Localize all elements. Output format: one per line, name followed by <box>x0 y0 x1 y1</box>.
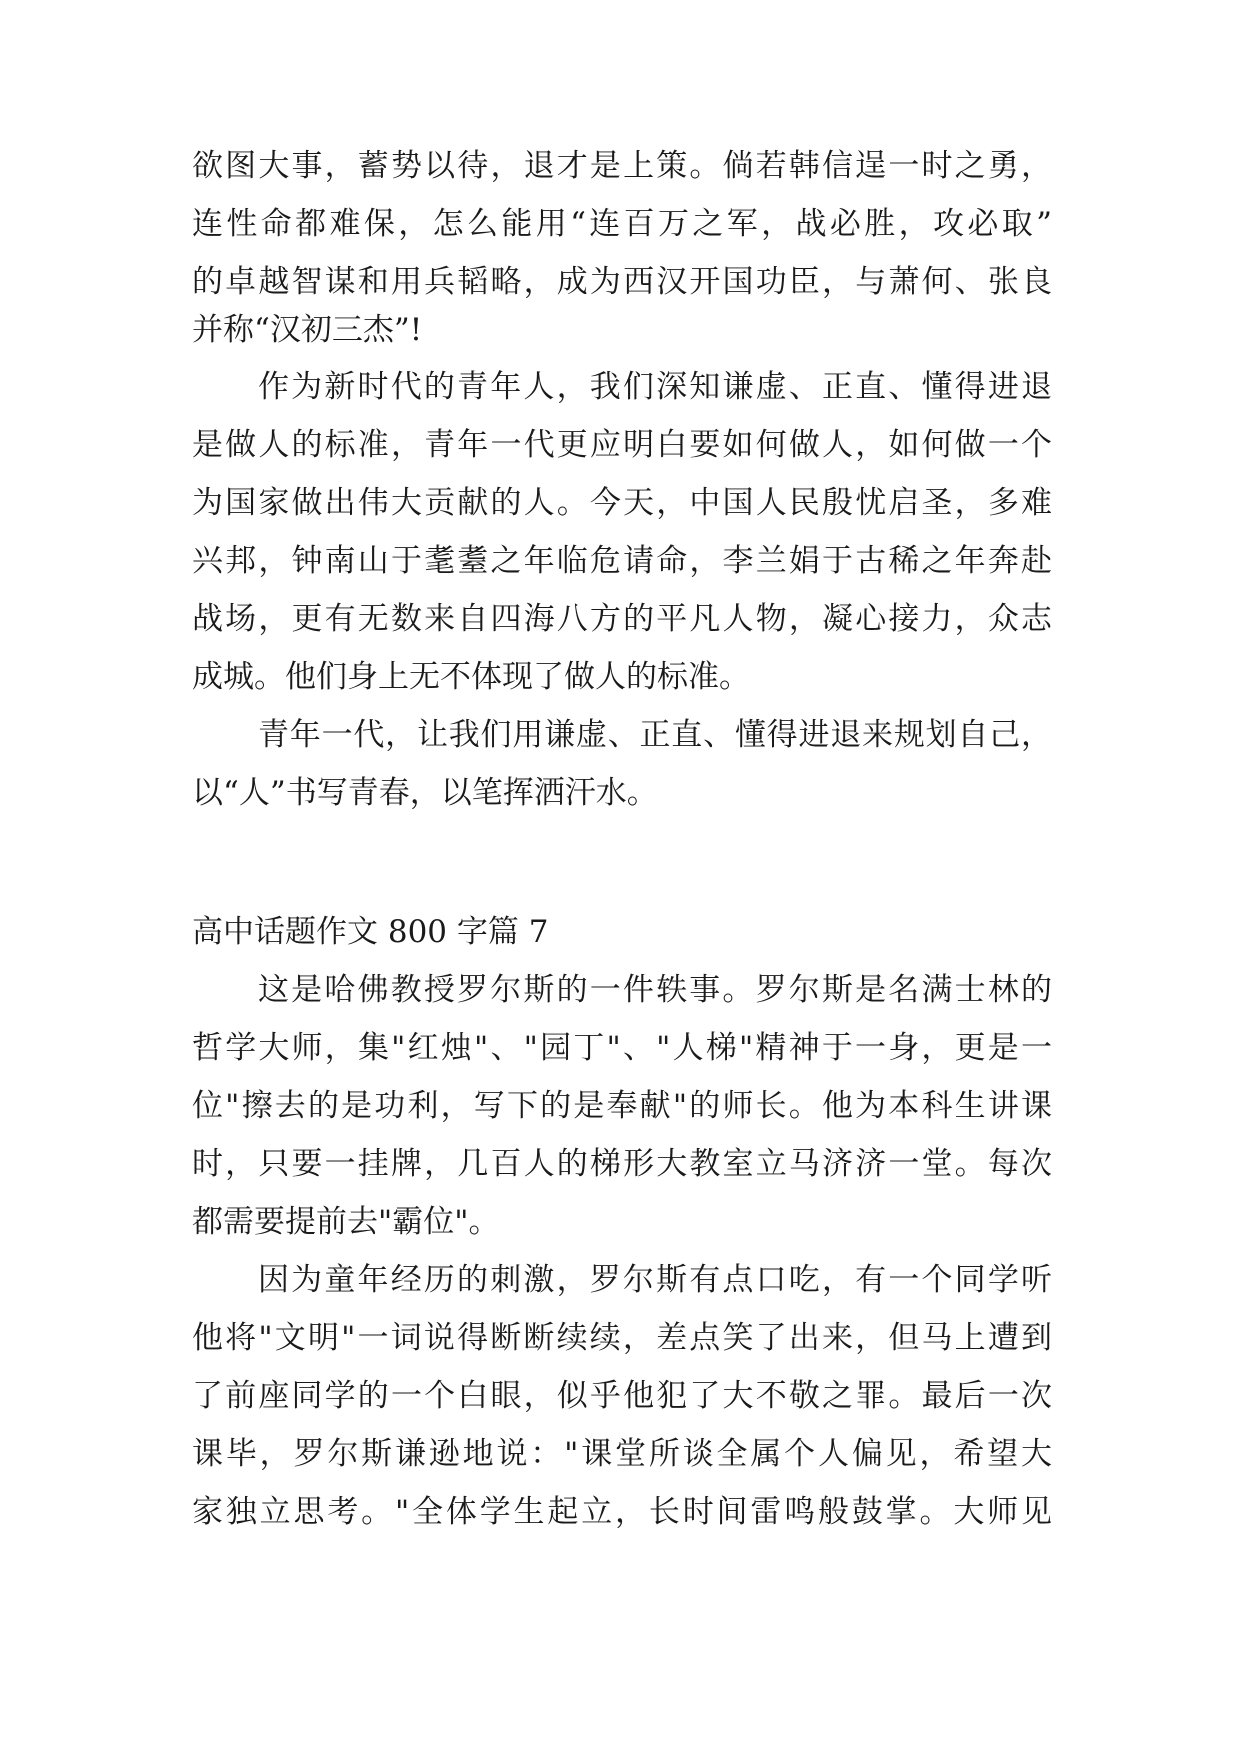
paragraph-1-line-3: 的卓越智谋和用兵韬略，成为西汉开国功臣，与萧何、张良 <box>192 264 1052 300</box>
paragraph-5-line-2: 他将"文明"一词说得断断续续，差点笑了出来，但马上遭到 <box>192 1320 1052 1356</box>
paragraph-3-line-1: 青年一代，让我们用谦虚、正直、懂得进退来规划自己， <box>258 717 1052 753</box>
paragraph-1-line-1: 欲图大事，蓄势以待，退才是上策。倘若韩信逞一时之勇， <box>192 148 1052 184</box>
paragraph-1-line-2: 连性命都难保，怎么能用“连百万之军，战必胜，攻必取” <box>192 206 1052 242</box>
paragraph-4-line-4: 时，只要一挂牌，几百人的梯形大教室立马济济一堂。每次 <box>192 1146 1052 1182</box>
paragraph-4-line-3: 位"擦去的是功利，写下的是奉献"的师长。他为本科生讲课 <box>192 1088 1052 1124</box>
paragraph-2-line-6: 成城。他们身上无不体现了做人的标准。 <box>192 659 750 695</box>
section-heading: 高中话题作文 800 字篇 7 <box>192 914 549 950</box>
paragraph-5-line-1: 因为童年经历的刺激，罗尔斯有点口吃，有一个同学听 <box>258 1262 1052 1298</box>
paragraph-2-line-1: 作为新时代的青年人，我们深知谦虚、正直、懂得进退 <box>258 369 1052 405</box>
paragraph-4-line-1: 这是哈佛教授罗尔斯的一件轶事。罗尔斯是名满士林的 <box>258 972 1052 1008</box>
paragraph-5-line-5: 家独立思考。"全体学生起立，长时间雷鸣般鼓掌。大师见 <box>192 1494 1052 1530</box>
paragraph-5-line-4: 课毕，罗尔斯谦逊地说："课堂所谈全属个人偏见，希望大 <box>192 1436 1052 1472</box>
paragraph-2-line-5: 战场，更有无数来自四海八方的平凡人物，凝心接力，众志 <box>192 601 1052 637</box>
paragraph-2-line-4: 兴邦，钟南山于耄耋之年临危请命，李兰娟于古稀之年奔赴 <box>192 543 1052 579</box>
paragraph-2-line-3: 为国家做出伟大贡献的人。今天，中国人民殷忧启圣，多难 <box>192 485 1052 521</box>
paragraph-4-line-5: 都需要提前去"霸位"。 <box>192 1204 500 1240</box>
paragraph-4-line-2: 哲学大师，集"红烛"、"园丁"、"人梯"精神于一身，更是一 <box>192 1030 1052 1066</box>
paragraph-2-line-2: 是做人的标准，青年一代更应明白要如何做人，如何做一个 <box>192 427 1052 463</box>
paragraph-5-line-3: 了前座同学的一个白眼，似乎他犯了大不敬之罪。最后一次 <box>192 1378 1052 1414</box>
paragraph-1-line-4: 并称“汉初三杰”! <box>192 312 423 348</box>
paragraph-3-line-2: 以“人”书写青春，以笔挥洒汗水。 <box>192 775 658 811</box>
